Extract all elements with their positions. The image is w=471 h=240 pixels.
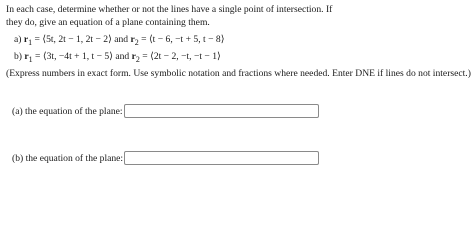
part-b-r2-name: r xyxy=(131,51,136,62)
part-a-r1-expr: = ⟨5t, 2t − 1, 2t − 2⟩ and xyxy=(32,34,131,45)
part-a-r1-sub: 1 xyxy=(28,37,33,47)
part-a-r1-name: r xyxy=(23,34,29,45)
part-a-label: a) xyxy=(14,34,24,45)
answer-row-a xyxy=(0,104,350,120)
part-b-label: b) xyxy=(14,51,25,62)
part-b-r2-expr: = ⟨2t − 2, −t, −t − 1⟩ xyxy=(139,51,221,62)
part-b-r1-expr: = ⟨3t, −4t + 1, t − 5⟩ and xyxy=(32,51,132,62)
answer-format-hint: (Express numbers in exact form. Use symbolic notation and fractions where needed. Enter DNE if lines do not intersect.) xyxy=(6,68,471,79)
answer-b-label: (b) the equation of the plane: xyxy=(12,153,124,164)
part-b-r2-sub: 2 xyxy=(135,54,140,64)
answer-b-input[interactable] xyxy=(124,151,319,165)
answer-a-label: (a) the equation of the plane: xyxy=(12,106,123,117)
part-b-lines xyxy=(14,51,221,66)
answer-row-b xyxy=(0,151,350,167)
part-b-r1-name: r xyxy=(24,51,29,62)
part-a-r2-expr: = ⟨t − 6, −t + 5, t − 8⟩ xyxy=(138,34,225,45)
problem-intro: In each case, determine whether or not the lines have a single point of intersection. If they do, give an equation of a plane containing them. xyxy=(6,4,333,28)
part-b-r1-sub: 1 xyxy=(28,54,33,64)
part-a-r2-sub: 2 xyxy=(134,37,139,47)
part-a-lines xyxy=(14,34,224,49)
answer-a-input[interactable] xyxy=(124,104,319,118)
part-a-r2-name: r xyxy=(130,34,135,45)
